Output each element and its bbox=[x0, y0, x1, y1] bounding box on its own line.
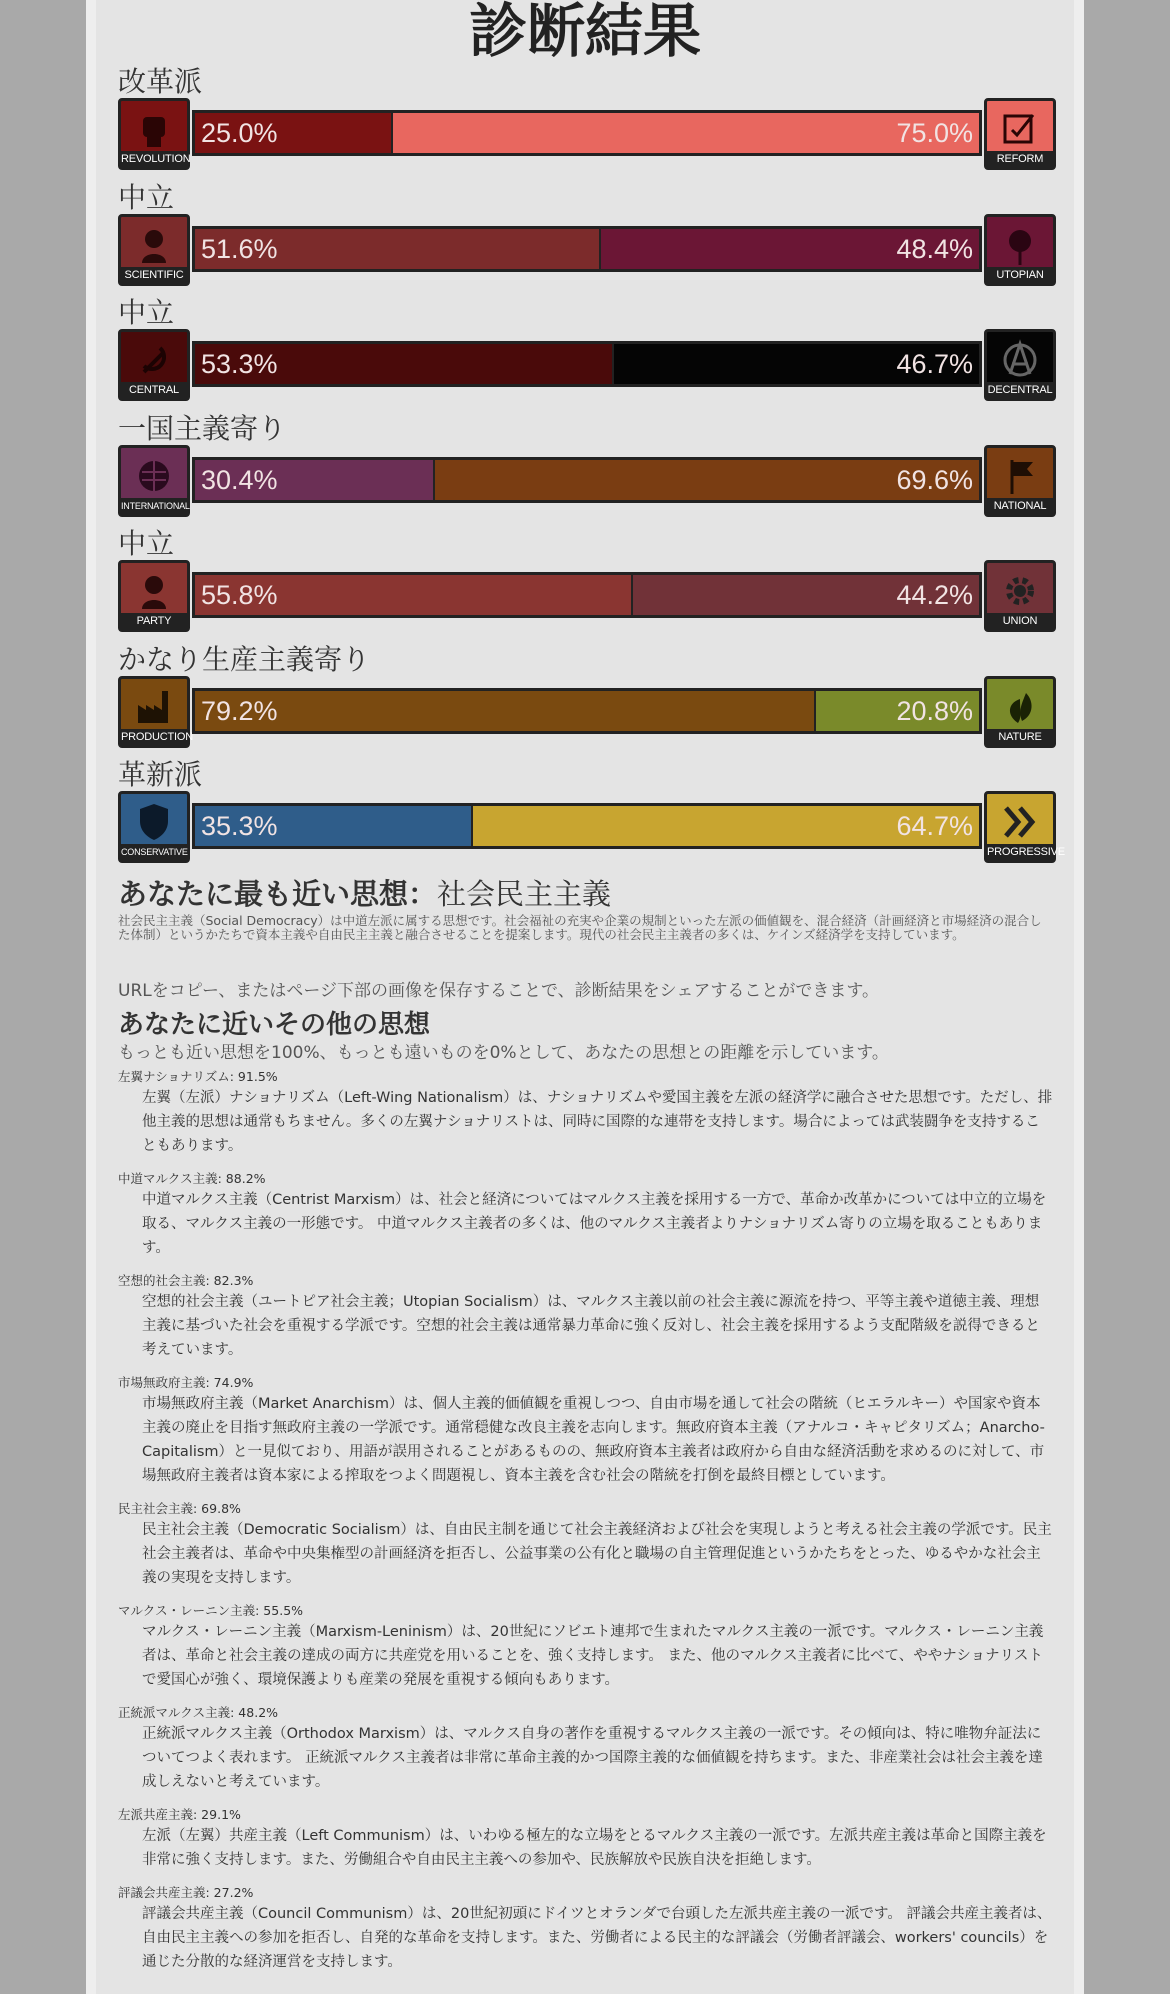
left-segment bbox=[195, 460, 435, 500]
axis-value-name: UTOPIAN bbox=[987, 267, 1053, 283]
axis-label: 一国主義寄り bbox=[118, 411, 287, 445]
anarchy-icon bbox=[984, 329, 1056, 401]
list-item bbox=[118, 1806, 1053, 1872]
other-ideologies-heading: あなたに近いその他の思想 bbox=[118, 1010, 431, 1040]
leaves-icon bbox=[984, 676, 1056, 748]
axis-value-name: UNION bbox=[987, 613, 1053, 629]
ballot-icon bbox=[984, 98, 1056, 170]
ideology-description: 評議会共産主義（Council Communism）は、20世紀初頭にドイツとオランダで台頭した左派共産主義の一派です。 評議会共産主義者は、自由民主主義への参加を拒否し、自発的な革命を支持します。また、労働者による民主的な評議会（労働者評議会、workers' councils）を通じた分散的な経済運営を支持します。 bbox=[142, 1906, 1052, 1970]
right-percentage: 64.7% bbox=[896, 811, 973, 841]
rose-icon bbox=[984, 214, 1056, 286]
left-percentage: 35.3% bbox=[201, 811, 278, 841]
axis-row bbox=[118, 180, 1056, 295]
right-percentage: 75.0% bbox=[896, 118, 973, 148]
left-segment bbox=[195, 344, 614, 384]
right-percentage: 20.8% bbox=[896, 695, 973, 726]
ideology-name: 民主社会主義: 69.8% bbox=[118, 1501, 241, 1516]
double-chevron-icon bbox=[984, 791, 1065, 863]
share-instructions: URLをコピー、またはページ下部の画像を保存することで、診断結果をシェアすることができます。 bbox=[118, 981, 879, 1001]
ideology-description: 空想的社会主義（ユートピア社会主義；Utopian Socialism）は、マルクス主義以前の社会主義に源流を持つ、平等主義や道徳主義、理想主義に基づいた社会を重視する学派です。空想的社会主義は通常暴力革命に強く反対し、社会主義を採用するよう支配階級を説得できると考えています。 bbox=[142, 1294, 1040, 1358]
axis-label: 中立 bbox=[118, 296, 175, 329]
list-item bbox=[118, 1500, 1053, 1590]
axis-bar bbox=[192, 226, 982, 272]
right-segment bbox=[435, 460, 979, 500]
left-segment bbox=[195, 806, 473, 846]
hammer-sickle-icon bbox=[118, 329, 190, 401]
left-segment bbox=[195, 113, 393, 153]
list-item bbox=[118, 1272, 1053, 1362]
left-segment bbox=[195, 575, 633, 615]
ideology-description: 市場無政府主義（Market Anarchism）は、個人主義的価値観を重視しつつ、自由市場を通して社会の階統（ヒエラルキー）や国家や資本主義の廃止を目指す無政府主義の一学派です。通常穏健な改良主義を志向します。無政府資本主義（アナルコ・キャピタリズム；Anarcho-Capitalism）と一見似ており、用語が誤用されることがあるものの、無政府資本主義者は政府から自由な経済活動を求めるのに対して、市場無政府主義者は資本家による搾取をつよく問題視し、資本主義を含む社会の階統を打倒を最終目標としています。 bbox=[142, 1396, 1045, 1484]
ideology-description: 民主社会主義（Democratic Socialism）は、自由民主制を通じて社会主義経済および社会を実現しようと考える社会主義の学派です。民主社会主義者は、革命や中央集権型の計画経済を拒否し、公益事業の公有化と職場の自主管理促進というかたちをとった、ゆるやかな社会主義の実現を支持します。 bbox=[142, 1522, 1052, 1586]
fist-icon bbox=[118, 98, 190, 170]
axis-value-name: PARTY bbox=[121, 613, 187, 629]
right-segment bbox=[473, 806, 979, 846]
axis-label: 中立 bbox=[118, 180, 175, 214]
axis-value-name: CENTRAL bbox=[121, 382, 187, 398]
left-percentage: 53.3% bbox=[201, 349, 278, 379]
gear-icon bbox=[984, 560, 1056, 632]
left-percentage: 25.0% bbox=[201, 118, 278, 148]
axis-bar bbox=[192, 341, 982, 387]
list-item bbox=[118, 1602, 1053, 1692]
globe-icon bbox=[118, 445, 190, 517]
ideology-name: 中道マルクス主義: 88.2% bbox=[118, 1171, 266, 1186]
axis-bar bbox=[192, 688, 982, 734]
ideology-name: 左翼ナショナリズム: 91.5% bbox=[118, 1069, 278, 1084]
list-item bbox=[118, 1704, 1053, 1794]
left-percentage: 55.8% bbox=[201, 580, 278, 610]
axis-bar bbox=[192, 572, 982, 618]
other-ideologies-list bbox=[118, 1068, 1053, 1986]
ideology-description: 中道マルクス主義（Centrist Marxism）は、社会と経済についてはマルクス主義を採用する一方で、革命か改革かについては中立的立場を取る、マルクス主義の一形態です。 中道マルクス主義者の多くは、他のマルクス主義者よりナショナリズム寄りの立場を取ることもあります。 bbox=[142, 1192, 1047, 1256]
ideology-description: 左派（左翼）共産主義（Left Communism）は、いわゆる極左的な立場をとるマルクス主義の一派です。左派共産主義は革命と国際主義を非常に強く支持します。また、労働組合や自由民主主義への参加や、民族解放や民族自決を拒絶します。 bbox=[142, 1828, 1047, 1868]
lenin-portrait-icon bbox=[118, 560, 190, 632]
axis-value-name: SCIENTIFIC bbox=[121, 267, 187, 283]
left-percentage: 30.4% bbox=[201, 464, 278, 495]
right-segment bbox=[816, 691, 979, 731]
right-segment bbox=[393, 113, 980, 153]
right-segment bbox=[601, 229, 980, 269]
list-item bbox=[118, 1170, 1053, 1260]
axis-row bbox=[118, 411, 1056, 526]
left-percentage: 51.6% bbox=[201, 233, 278, 264]
right-segment bbox=[633, 575, 979, 615]
right-percentage: 46.7% bbox=[896, 349, 973, 379]
right-segment bbox=[614, 344, 979, 384]
right-percentage: 69.6% bbox=[896, 464, 973, 495]
axis-value-name: PRODUCTION bbox=[121, 730, 193, 743]
axis-row bbox=[118, 757, 1065, 872]
ideology-description: 左翼（左派）ナショナリズム（Left-Wing Nationalism）は、ナショナリズムや愛国主義を左派の経済学に融合させた思想です。ただし、排他主義的思想は通常もちません。多くの左翼ナショナリストは、同時に国際的な連帯を支持します。場合によっては武装闘争を支持することもあります。 bbox=[142, 1090, 1053, 1154]
ideology-description: マルクス・レーニン主義（Marxism-Leninism）は、20世紀にソビエト連邦で生まれたマルクス主義の一派です。マルクス・レーニン主義者は、革命と社会主義の達成の両方に共産党を用いることを、強く支持します。 また、他のマルクス主義者に比べて、ややナショナリストで愛国心が強く、環境保護よりも産業の発展を重視する傾向もあります。 bbox=[142, 1624, 1044, 1688]
ideology-name: 正統派マルクス主義: 48.2% bbox=[118, 1705, 279, 1720]
right-percentage: 48.4% bbox=[896, 233, 973, 264]
axis-row bbox=[118, 64, 1056, 179]
results-panel bbox=[96, 0, 1074, 1994]
closest-ideology-name: 社会民主主義 bbox=[437, 877, 612, 911]
axis-bar bbox=[192, 110, 982, 156]
factory-icon bbox=[118, 676, 193, 748]
axis-row bbox=[118, 642, 1056, 757]
axis-row bbox=[118, 526, 1056, 641]
ideology-name: 左派共産主義: 29.1% bbox=[118, 1807, 241, 1822]
list-item bbox=[118, 1884, 1053, 1974]
left-segment bbox=[195, 691, 816, 731]
page-title: 診断結果 bbox=[468, 0, 701, 65]
closest-ideology-heading bbox=[118, 872, 611, 913]
ideology-name: 評議会共産主義: 27.2% bbox=[118, 1885, 254, 1900]
axis-value-name: NATIONAL bbox=[987, 498, 1053, 514]
left-percentage: 79.2% bbox=[201, 695, 278, 726]
list-item bbox=[118, 1374, 1053, 1488]
axis-bar bbox=[192, 803, 982, 849]
axis-value-name: NATURE bbox=[987, 729, 1053, 745]
axis-value-name: REVOLUTION bbox=[121, 153, 191, 165]
flag-icon bbox=[984, 445, 1056, 517]
axis-value-name: CONSERVATIVE bbox=[121, 844, 187, 860]
list-item bbox=[118, 1068, 1053, 1158]
shield-icon bbox=[118, 791, 190, 863]
ideology-name: マルクス・レーニン主義: 55.5% bbox=[118, 1603, 304, 1618]
axis-label: かなり生産主義寄り bbox=[118, 642, 371, 676]
ideology-name: 市場無政府主義: 74.9% bbox=[118, 1375, 254, 1390]
axis-label: 改革派 bbox=[118, 65, 203, 98]
ideology-name: 空想的社会主義: 82.3% bbox=[118, 1273, 254, 1288]
axis-value-name: DECENTRAL bbox=[987, 384, 1053, 396]
axis-value-name: REFORM bbox=[987, 151, 1053, 167]
right-percentage: 44.2% bbox=[896, 580, 973, 610]
axis-value-name: INTERNATIONAL bbox=[121, 498, 187, 514]
axis-bar bbox=[192, 457, 982, 503]
axis-label: 革新派 bbox=[118, 758, 203, 791]
left-segment bbox=[195, 229, 601, 269]
ideology-description: 正統派マルクス主義（Orthodox Marxism）は、マルクス自身の著作を重視するマルクス主義の一派です。その傾向は、特に唯物弁証法についてつよく表れます。 正統派マルクス主義者は非常に革命主義的かつ国際主義的な価値観を持ちます。また、非産業社会は社会主義を達成しえないと考えています。 bbox=[142, 1726, 1043, 1790]
other-ideologies-subheading: もっとも近い思想を100%、もっとも遠いものを0%として、あなたの思想との距離を示しています。 bbox=[118, 1043, 889, 1063]
axis-value-name: PROGRESSIVE bbox=[987, 846, 1065, 858]
closest-heading-label: あなたに最も近い思想： bbox=[118, 877, 438, 911]
axis-label: 中立 bbox=[118, 527, 175, 560]
closest-ideology-description: 社会民主主義（Social Democracy）は中道左派に属する思想です。社会福祉の充実や企業の規制といった左派の価値観を、混合経済（計画経済と市場経済の混合した体制）というかたちで資本主義や自由民主主義と融合させることを提案します。現代の社会民主主義者の多くは、ケインズ経済学を支持しています。 bbox=[118, 913, 1042, 942]
marx-portrait-icon bbox=[118, 214, 190, 286]
axis-row bbox=[118, 295, 1056, 410]
